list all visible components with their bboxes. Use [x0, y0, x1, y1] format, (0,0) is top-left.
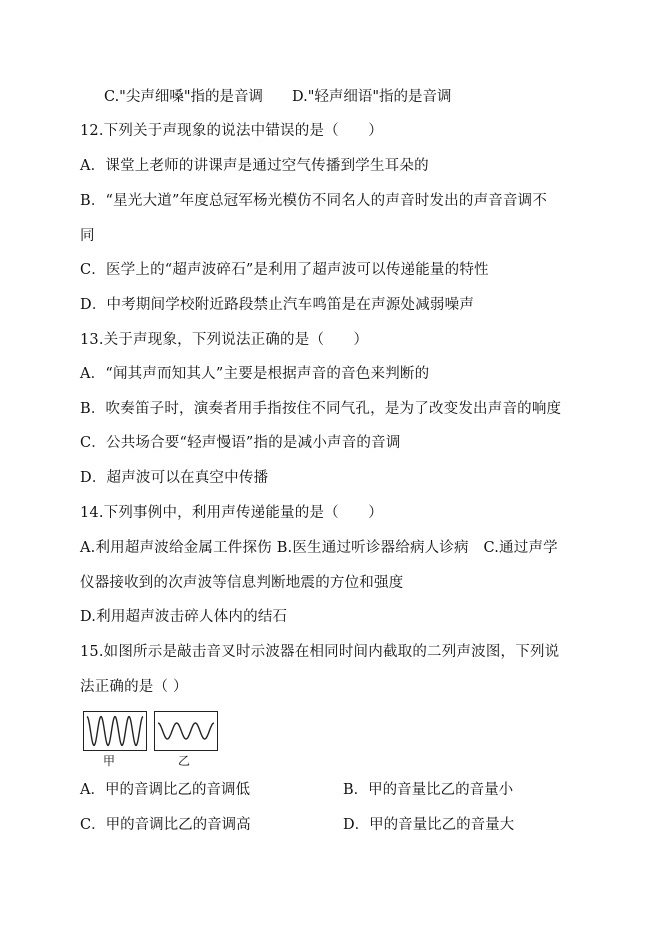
waveform-right-label: 乙 [178, 754, 191, 768]
waveform-left-svg [84, 712, 146, 750]
q11-option-d: D."轻声细语"指的是音调 [292, 89, 452, 105]
q13-option-d: D．超声波可以在真空中传播 [80, 470, 269, 486]
q13-stem: 13.关于声现象，下列说法正确的是（ ） [80, 332, 369, 348]
q15-stem-line1: 15.如图所示是敲击音叉时示波器在相同时间内截取的二列声波图，下列说 [80, 644, 560, 660]
q15-option-d: D．甲的音量比乙的音量大 [343, 817, 515, 833]
q12-option-a: A．课堂上老师的讲课声是通过空气传播到学生耳朵的 [80, 158, 429, 174]
q14-option-d: D.利用超声波击碎人体内的结石 [80, 609, 288, 625]
waveform-left-box [83, 711, 147, 751]
q12-option-d: D．中考期间学校附近路段禁止汽车鸣笛是在声源处减弱噪声 [80, 297, 475, 313]
q15-stem-line2: 法正确的是（ ） [80, 679, 188, 695]
q13-option-a: A．“闻其声而知其人”主要是根据声音的音色来判断的 [80, 366, 430, 382]
waveform-left-curve [87, 717, 143, 746]
q12-option-c: C．医学上的“超声波碎石”是利用了超声波可以传递能量的特性 [80, 262, 489, 278]
q15-option-b: B．甲的音量比乙的音量小 [343, 782, 514, 798]
q15-option-c: C．甲的音调比乙的音调高 [80, 817, 251, 833]
waveform-right-box [154, 711, 218, 751]
waveform-right-svg [155, 712, 217, 750]
q14-stem: 14.下列事例中，利用声传递能量的是（ ） [80, 505, 383, 521]
q14-options-line2: 仪器接收到的次声波等信息判断地震的方位和强度 [80, 575, 404, 591]
waveform-right-curve [158, 723, 214, 739]
q12-stem: 12.下列关于声现象的说法中错误的是（ ） [80, 123, 383, 139]
q12-option-b-line2: 同 [80, 228, 95, 244]
q11-option-c: C."尖声细嗓"指的是音调 [104, 89, 264, 105]
q13-option-b: B．吹奏笛子时，演奏者用手指按住不同气孔，是为了改变发出声音的响度 [80, 401, 562, 417]
q14-options-line1: A.利用超声波给金属工件探伤 B.医生通过听诊器给病人诊病 C.通过声学 [80, 540, 558, 556]
waveform-left-label: 甲 [103, 754, 116, 768]
q15-option-a: A．甲的音调比乙的音调低 [80, 782, 250, 798]
q13-option-c: C．公共场合要“轻声慢语”指的是减小声音的音调 [80, 435, 401, 451]
q12-option-b-line1: B．“星光大道”年度总冠军杨光模仿不同名人的声音时发出的声音音调不 [80, 193, 548, 209]
